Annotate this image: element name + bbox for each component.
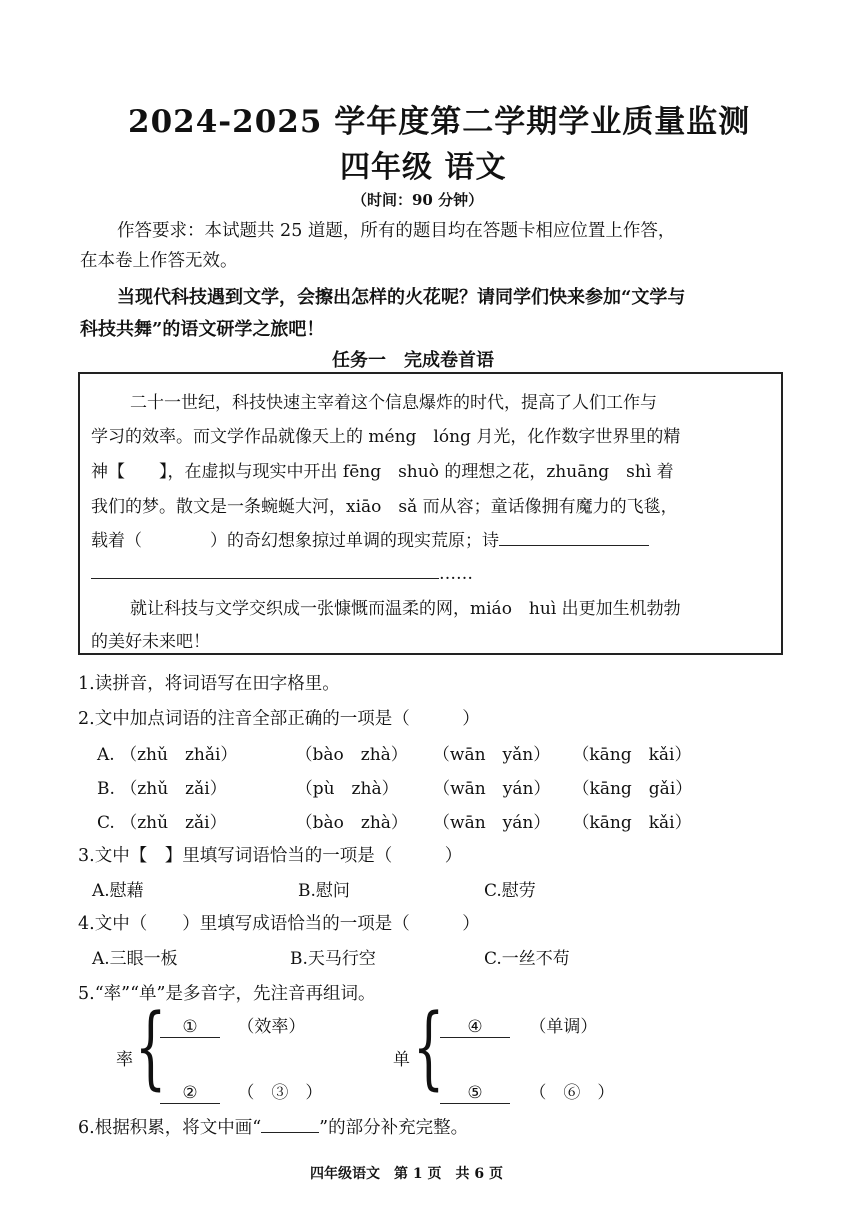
ellipsis: …… bbox=[439, 564, 473, 584]
passage-line6 bbox=[91, 560, 473, 584]
q2-option-c[interactable]: C. （zhǔ zǎi） （bào zhà） （wān yán） （kāng kǎi） bbox=[97, 813, 692, 833]
q4-option-a[interactable]: A.三眼一板 bbox=[92, 949, 178, 969]
passage-line5-text: 载着（ ）的奇幻想象掠过单调的现实荒原；诗 bbox=[91, 531, 499, 551]
left-brace-icon: { bbox=[134, 995, 167, 1100]
q5-char-dan: 单 bbox=[393, 1050, 410, 1070]
q5-char-lv: 率 bbox=[116, 1050, 133, 1070]
time-note: （时间：90 分钟） bbox=[352, 191, 484, 209]
q3-option-a[interactable]: A.慰藉 bbox=[92, 881, 144, 901]
task1-heading: 任务一 完成卷首语 bbox=[332, 350, 494, 371]
intro-line2: 科技共舞”的语文研学之旅吧！ bbox=[80, 319, 325, 340]
question-1: 1.读拼音，将词语写在田字格里。 bbox=[78, 674, 340, 694]
exam-subtitle: 四年级 语文 bbox=[340, 150, 507, 185]
q4-option-b[interactable]: B.天马行空 bbox=[290, 949, 376, 969]
q2-option-a[interactable]: A. （zhǔ zhǎi） （bào zhà） （wān yǎn） （kāng kǎi） bbox=[97, 745, 692, 765]
q5-right-bottom[interactable]: ⑤ （ ⑥ ） bbox=[440, 1078, 614, 1104]
question-5: 5.“率”“单”是多音字，先注音再组词。 bbox=[78, 984, 376, 1004]
q6-underline-sample bbox=[261, 1118, 319, 1133]
q5-left-bottom[interactable]: ② （ ③ ） bbox=[160, 1078, 322, 1104]
question-6: 6.根据积累，将文中画“ ”的部分补充完整。 bbox=[78, 1118, 469, 1138]
q5-left-top[interactable]: ① （效率） bbox=[160, 1012, 305, 1038]
right-group-brace-icon: { bbox=[412, 995, 445, 1100]
exam-title: 2024-2025 学年度第二学期学业质量监测 bbox=[128, 104, 751, 140]
q4-option-c[interactable]: C.一丝不苟 bbox=[484, 949, 570, 969]
q3-option-c[interactable]: C.慰劳 bbox=[484, 881, 536, 901]
q3-option-b[interactable]: B.慰问 bbox=[298, 881, 350, 901]
q2-option-b[interactable]: B. （zhǔ zǎi） （pù zhà） （wān yán） （kāng gǎi） bbox=[97, 779, 693, 799]
passage-line3: 神【 】，在虚拟与现实中开出 fēng shuò 的理想之花，zhuāng shì 着 bbox=[91, 462, 674, 482]
instructions-line2: 在本卷上作答无效。 bbox=[80, 251, 238, 271]
page-footer: 四年级语文 第 1 页 共 6 页 bbox=[310, 1166, 503, 1182]
passage-line2: 学习的效率。而文学作品就像天上的 méng lóng 月光，化作数字世界里的精 bbox=[91, 427, 681, 447]
passage-line7: 就让科技与文学交织成一张慷慨而温柔的网，miáo huì 出更加生机勃勃 bbox=[130, 599, 681, 619]
question-2: 2.文中加点词语的注音全部正确的一项是（ ） bbox=[78, 709, 480, 729]
question-4: 4.文中（ ）里填写成语恰当的一项是（ ） bbox=[78, 914, 480, 934]
poem-blank-line bbox=[499, 527, 649, 546]
passage-line8: 的美好未来吧！ bbox=[91, 632, 210, 652]
instructions-line1: 作答要求：本试题共 25 道题，所有的题目均在答题卡相应位置上作答， bbox=[117, 221, 676, 241]
passage-line1: 二十一世纪，科技快速主宰着这个信息爆炸的时代，提高了人们工作与 bbox=[130, 393, 657, 413]
intro-line1: 当现代科技遇到文学，会擦出怎样的火花呢？请同学们快来参加“文学与 bbox=[117, 287, 686, 308]
question-3: 3.文中【 】里填写词语恰当的一项是（ ） bbox=[78, 846, 463, 866]
q5-right-top[interactable]: ④ （单调） bbox=[440, 1012, 597, 1038]
passage-line4: 我们的梦。散文是一条蜿蜒大河，xiāo sǎ 而从容；童话像拥有魔力的飞毯， bbox=[91, 497, 678, 517]
passage-line5 bbox=[91, 526, 649, 551]
poem-blank-line-2 bbox=[91, 560, 439, 579]
